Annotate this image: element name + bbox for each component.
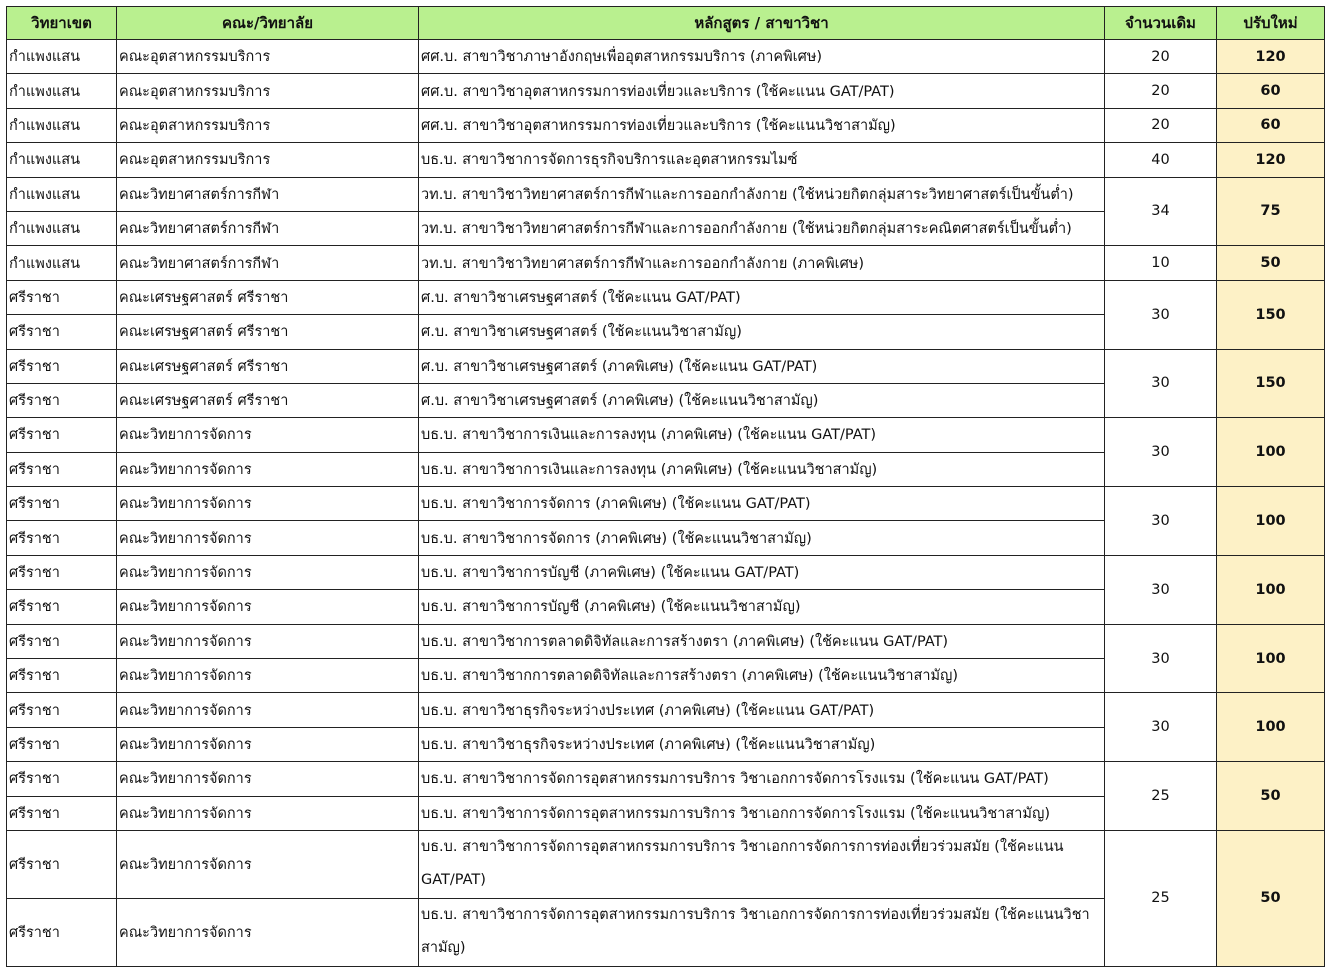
original-count-cell: 30: [1105, 280, 1217, 349]
table-row: [7, 762, 1325, 796]
original-count-cell: 34: [1105, 177, 1217, 246]
adjusted-count-cell: 120: [1217, 143, 1325, 177]
program-cell: บธ.บ. สาขาวิชาการบัญชี (ภาคพิเศษ) (ใช้คะแนนวิชาสามัญ): [419, 590, 1105, 624]
table-row: [7, 830, 1325, 898]
original-count-cell: 25: [1105, 762, 1217, 831]
faculty-cell: คณะเศรษฐศาสตร์ ศรีราชา: [117, 280, 419, 314]
campus-cell: ศรีราชา: [7, 349, 117, 383]
campus-cell: ศรีราชา: [7, 796, 117, 830]
faculty-cell: คณะวิทยาการจัดการ: [117, 418, 419, 452]
header-faculty: คณะ/วิทยาลัย: [117, 7, 419, 40]
program-cell: บธ.บ. สาขาวิชาการจัดการอุตสาหกรรมการบริการ วิชาเอกการจัดการการท่องเที่ยวร่วมสมัย (ใช้คะแนนวิชาสามัญ): [419, 898, 1105, 966]
program-cell: ศ.บ. สาขาวิชาเศรษฐศาสตร์ (ใช้คะแนน GAT/PAT): [419, 280, 1105, 314]
faculty-cell: คณะวิทยาการจัดการ: [117, 898, 419, 966]
faculty-cell: คณะวิทยาการจัดการ: [117, 762, 419, 796]
header-row: [7, 7, 1325, 40]
original-count-cell: 30: [1105, 624, 1217, 693]
campus-cell: กำแพงแสน: [7, 74, 117, 108]
table-row: [7, 143, 1325, 177]
campus-cell: กำแพงแสน: [7, 211, 117, 245]
original-count-cell: 40: [1105, 143, 1217, 177]
program-cell: บธ.บ. สาขาวิชาการตลาดดิจิทัลและการสร้างตรา (ภาคพิเศษ) (ใช้คะแนน GAT/PAT): [419, 624, 1105, 658]
campus-cell: ศรีราชา: [7, 452, 117, 486]
adjusted-count-cell: 100: [1217, 418, 1325, 487]
original-count-cell: 30: [1105, 349, 1217, 418]
header-original: จำนวนเดิม: [1105, 7, 1217, 40]
faculty-cell: คณะเศรษฐศาสตร์ ศรีราชา: [117, 315, 419, 349]
program-cell: วท.บ. สาขาวิชาวิทยาศาสตร์การกีฬาและการออกกำลังกาย (ใช้หน่วยกิตกลุ่มสาระวิทยาศาสตร์เป็นขั้นต่ำ): [419, 177, 1105, 211]
campus-cell: ศรีราชา: [7, 383, 117, 417]
header-adjusted: ปรับใหม่: [1217, 7, 1325, 40]
adjusted-count-cell: 50: [1217, 830, 1325, 966]
faculty-cell: คณะอุตสาหกรรมบริการ: [117, 74, 419, 108]
campus-cell: ศรีราชา: [7, 521, 117, 555]
program-cell: บธ.บ. สาขาวิชาธุรกิจระหว่างประเทศ (ภาคพิเศษ) (ใช้คะแนน GAT/PAT): [419, 693, 1105, 727]
program-cell: บธ.บ. สาขาวิชาการเงินและการลงทุน (ภาคพิเศษ) (ใช้คะแนน GAT/PAT): [419, 418, 1105, 452]
program-cell: บธ.บ. สาขาวิชาการจัดการอุตสาหกรรมการบริการ วิชาเอกการจัดการโรงแรม (ใช้คะแนน GAT/PAT): [419, 762, 1105, 796]
table-row: [7, 624, 1325, 658]
campus-cell: ศรีราชา: [7, 830, 117, 898]
campus-cell: ศรีราชา: [7, 898, 117, 966]
faculty-cell: คณะอุตสาหกรรมบริการ: [117, 143, 419, 177]
original-count-cell: 20: [1105, 74, 1217, 108]
program-cell: ศศ.บ. สาขาวิชาอุตสาหกรรมการท่องเที่ยวและบริการ (ใช้คะแนนวิชาสามัญ): [419, 108, 1105, 142]
campus-cell: ศรีราชา: [7, 590, 117, 624]
faculty-cell: คณะอุตสาหกรรมบริการ: [117, 40, 419, 74]
faculty-cell: คณะวิทยาการจัดการ: [117, 693, 419, 727]
campus-cell: ศรีราชา: [7, 693, 117, 727]
adjusted-count-cell: 60: [1217, 74, 1325, 108]
faculty-cell: คณะวิทยาการจัดการ: [117, 555, 419, 589]
program-cell: ศ.บ. สาขาวิชาเศรษฐศาสตร์ (ภาคพิเศษ) (ใช้คะแนน GAT/PAT): [419, 349, 1105, 383]
campus-cell: กำแพงแสน: [7, 40, 117, 74]
faculty-cell: คณะวิทยาการจัดการ: [117, 830, 419, 898]
campus-cell: ศรีราชา: [7, 659, 117, 693]
header-campus: วิทยาเขต: [7, 7, 117, 40]
adjusted-count-cell: 50: [1217, 762, 1325, 831]
table-row: [7, 246, 1325, 280]
faculty-cell: คณะวิทยาศาสตร์การกีฬา: [117, 246, 419, 280]
faculty-cell: คณะอุตสาหกรรมบริการ: [117, 108, 419, 142]
program-cell: บธ.บ. สาขาวิชาการจัดการอุตสาหกรรมการบริการ วิชาเอกการจัดการโรงแรม (ใช้คะแนนวิชาสามัญ): [419, 796, 1105, 830]
table-row: [7, 418, 1325, 452]
table-row: [7, 177, 1325, 211]
program-cell: วท.บ. สาขาวิชาวิทยาศาสตร์การกีฬาและการออกกำลังกาย (ภาคพิเศษ): [419, 246, 1105, 280]
program-cell: ศศ.บ. สาขาวิชาภาษาอังกฤษเพื่ออุตสาหกรรมบริการ (ภาคพิเศษ): [419, 40, 1105, 74]
original-count-cell: 20: [1105, 108, 1217, 142]
campus-cell: กำแพงแสน: [7, 143, 117, 177]
campus-cell: กำแพงแสน: [7, 108, 117, 142]
original-count-cell: 30: [1105, 555, 1217, 624]
faculty-cell: คณะวิทยาการจัดการ: [117, 452, 419, 486]
faculty-cell: คณะวิทยาการจัดการ: [117, 624, 419, 658]
adjusted-count-cell: 150: [1217, 280, 1325, 349]
program-cell: ศ.บ. สาขาวิชาเศรษฐศาสตร์ (ภาคพิเศษ) (ใช้คะแนนวิชาสามัญ): [419, 383, 1105, 417]
program-cell: ศ.บ. สาขาวิชาเศรษฐศาสตร์ (ใช้คะแนนวิชาสามัญ): [419, 315, 1105, 349]
adjusted-count-cell: 150: [1217, 349, 1325, 418]
faculty-cell: คณะวิทยาการจัดการ: [117, 487, 419, 521]
program-cell: บธ.บ. สาขาวิชาการจัดการ (ภาคพิเศษ) (ใช้คะแนน GAT/PAT): [419, 487, 1105, 521]
header-program: หลักสูตร / สาขาวิชา: [419, 7, 1105, 40]
original-count-cell: 10: [1105, 246, 1217, 280]
program-cell: บธ.บ. สาขาวิชาการเงินและการลงทุน (ภาคพิเศษ) (ใช้คะแนนวิชาสามัญ): [419, 452, 1105, 486]
campus-cell: ศรีราชา: [7, 280, 117, 314]
adjusted-count-cell: 60: [1217, 108, 1325, 142]
campus-cell: ศรีราชา: [7, 762, 117, 796]
program-cell: บธ.บ. สาขาวิชาการจัดการธุรกิจบริการและอุตสาหกรรมไมซ์: [419, 143, 1105, 177]
original-count-cell: 25: [1105, 830, 1217, 966]
faculty-cell: คณะเศรษฐศาสตร์ ศรีราชา: [117, 383, 419, 417]
faculty-cell: คณะวิทยาการจัดการ: [117, 521, 419, 555]
faculty-cell: คณะวิทยาการจัดการ: [117, 659, 419, 693]
program-cell: บธ.บ. สาขาวิชาการจัดการอุตสาหกรรมการบริการ วิชาเอกการจัดการการท่องเที่ยวร่วมสมัย (ใช้คะแนน GAT/PAT): [419, 830, 1105, 898]
table-row: [7, 555, 1325, 589]
table-row: [7, 74, 1325, 108]
adjusted-count-cell: 75: [1217, 177, 1325, 246]
campus-cell: ศรีราชา: [7, 315, 117, 349]
original-count-cell: 30: [1105, 487, 1217, 556]
campus-cell: ศรีราชา: [7, 487, 117, 521]
faculty-cell: คณะวิทยาการจัดการ: [117, 590, 419, 624]
campus-cell: กำแพงแสน: [7, 177, 117, 211]
adjusted-count-cell: 100: [1217, 693, 1325, 762]
program-cell: บธ.บ. สาขาวิชาการบัญชี (ภาคพิเศษ) (ใช้คะแนน GAT/PAT): [419, 555, 1105, 589]
table-row: [7, 280, 1325, 314]
campus-cell: ศรีราชา: [7, 418, 117, 452]
admission-quota-table: [6, 6, 1325, 967]
adjusted-count-cell: 100: [1217, 624, 1325, 693]
campus-cell: ศรีราชา: [7, 624, 117, 658]
table-row: [7, 349, 1325, 383]
table-body: [7, 40, 1325, 967]
faculty-cell: คณะวิทยาการจัดการ: [117, 796, 419, 830]
adjusted-count-cell: 120: [1217, 40, 1325, 74]
faculty-cell: คณะวิทยาศาสตร์การกีฬา: [117, 211, 419, 245]
program-cell: บธ.บ. สาขาวิชาการจัดการ (ภาคพิเศษ) (ใช้คะแนนวิชาสามัญ): [419, 521, 1105, 555]
table-row: [7, 108, 1325, 142]
campus-cell: กำแพงแสน: [7, 246, 117, 280]
campus-cell: ศรีราชา: [7, 727, 117, 761]
original-count-cell: 20: [1105, 40, 1217, 74]
program-cell: บธ.บ. สาขาวิชาธุรกิจระหว่างประเทศ (ภาคพิเศษ) (ใช้คะแนนวิชาสามัญ): [419, 727, 1105, 761]
adjusted-count-cell: 50: [1217, 246, 1325, 280]
adjusted-count-cell: 100: [1217, 555, 1325, 624]
faculty-cell: คณะเศรษฐศาสตร์ ศรีราชา: [117, 349, 419, 383]
table-row: [7, 487, 1325, 521]
original-count-cell: 30: [1105, 418, 1217, 487]
faculty-cell: คณะวิทยาศาสตร์การกีฬา: [117, 177, 419, 211]
faculty-cell: คณะวิทยาการจัดการ: [117, 727, 419, 761]
original-count-cell: 30: [1105, 693, 1217, 762]
program-cell: บธ.บ. สาขาวิชากการตลาดดิจิทัลและการสร้างตรา (ภาคพิเศษ) (ใช้คะแนนวิชาสามัญ): [419, 659, 1105, 693]
program-cell: ศศ.บ. สาขาวิชาอุตสาหกรรมการท่องเที่ยวและบริการ (ใช้คะแนน GAT/PAT): [419, 74, 1105, 108]
campus-cell: ศรีราชา: [7, 555, 117, 589]
table-row: [7, 40, 1325, 74]
program-cell: วท.บ. สาขาวิชาวิทยาศาสตร์การกีฬาและการออกกำลังกาย (ใช้หน่วยกิตกลุ่มสาระคณิตศาสตร์เป็นขั้นต่ำ): [419, 211, 1105, 245]
table-row: [7, 693, 1325, 727]
adjusted-count-cell: 100: [1217, 487, 1325, 556]
